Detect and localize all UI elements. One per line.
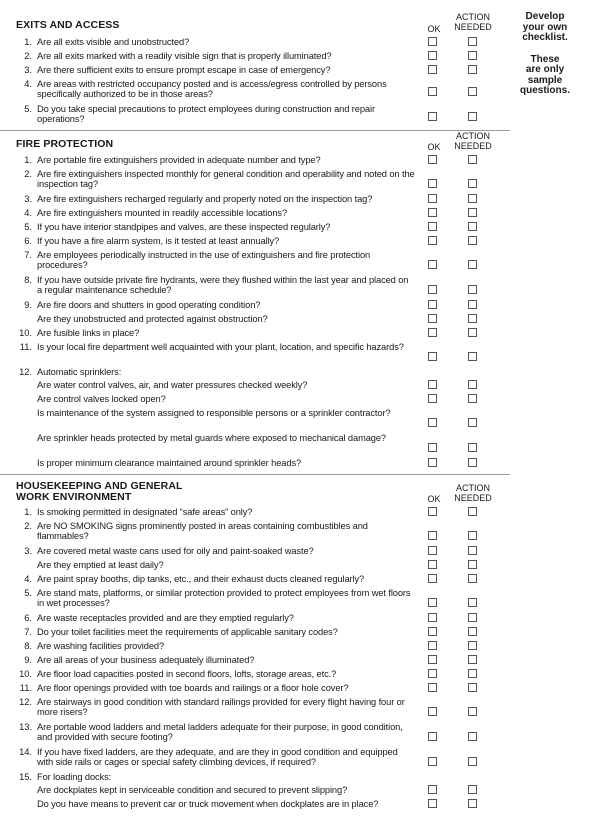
ok-checkbox[interactable]: [428, 208, 437, 217]
ok-checkbox[interactable]: [428, 546, 437, 555]
item-question: If you have fixed ladders, are they adequate, and are they in good condition and equipped with side rails or cages or special safety climbing devices, if required?: [37, 747, 398, 767]
ok-checkbox[interactable]: [428, 627, 437, 636]
action-needed-checkbox[interactable]: [468, 560, 477, 569]
ok-checkbox[interactable]: [428, 443, 437, 452]
action-needed-checkbox[interactable]: [468, 380, 477, 389]
note-line: sample: [527, 74, 563, 86]
item-question: Are control valves locked open?: [37, 394, 166, 404]
action-needed-checkbox[interactable]: [468, 394, 477, 403]
ok-checkbox[interactable]: [428, 194, 437, 203]
action-needed-checkbox[interactable]: [468, 260, 477, 269]
action-needed-checkbox[interactable]: [468, 222, 477, 231]
ok-checkbox[interactable]: [428, 418, 437, 427]
action-needed-checkbox[interactable]: [468, 65, 477, 74]
item-question: Are portable fire extinguishers provided in adequate number and type?: [37, 155, 321, 165]
section-divider: [0, 474, 510, 475]
item-question: Are there sufficient exits to ensure prompt escape in case of emergency?: [37, 65, 331, 75]
ok-checkbox[interactable]: [428, 785, 437, 794]
ok-column-header: OK: [427, 494, 441, 504]
item-question: Are floor openings provided with toe boards and railings or a floor hole cover?: [37, 683, 349, 693]
action-needed-checkbox[interactable]: [468, 51, 477, 60]
item-number: 8.: [24, 275, 32, 285]
item-question: Are fusible links in place?: [37, 328, 140, 338]
ok-checkbox[interactable]: [428, 799, 437, 808]
ok-checkbox[interactable]: [428, 669, 437, 678]
action-needed-checkbox[interactable]: [468, 236, 477, 245]
action-needed-checkbox[interactable]: [468, 757, 477, 766]
item-number: 11.: [19, 342, 32, 352]
ok-checkbox[interactable]: [428, 285, 437, 294]
ok-checkbox[interactable]: [428, 757, 437, 766]
ok-checkbox[interactable]: [428, 222, 437, 231]
item-number: 9.: [24, 300, 32, 310]
item-question: If you have a fire alarm system, is it tested at least annually?: [37, 236, 280, 246]
item-number: 5.: [24, 588, 32, 598]
ok-checkbox[interactable]: [428, 560, 437, 569]
action-needed-checkbox[interactable]: [468, 531, 477, 540]
item-number: 1.: [24, 37, 32, 47]
action-needed-checkbox[interactable]: [468, 641, 477, 650]
item-question: Is proper minimum clearance maintained around sprinkler heads?: [37, 458, 302, 468]
item-question: Do you take special precautions to protect employees during construction and repair operations?: [37, 104, 375, 124]
action-needed-checkbox[interactable]: [468, 574, 477, 583]
item-question: If you have outside private fire hydrants, were they flushed within the last year and placed on a regular maintenance schedule?: [37, 275, 409, 295]
item-question: Do your toilet facilities meet the requirements of applicable sanitary codes?: [37, 627, 338, 637]
action-needed-checkbox[interactable]: [468, 785, 477, 794]
item-question: Are portable wood ladders and metal ladders adequate for their purpose, in good condition, and provided with secure footing?: [37, 722, 403, 742]
ok-checkbox[interactable]: [428, 37, 437, 46]
item-question: Are all exits marked with a readily visible sign that is properly illuminated?: [37, 51, 332, 61]
item-number: 7.: [24, 627, 32, 637]
item-question: Are covered metal waste cans used for oily and paint-soaked waste?: [37, 546, 314, 556]
ok-checkbox[interactable]: [428, 155, 437, 164]
action-needed-checkbox[interactable]: [468, 799, 477, 808]
action-needed-checkbox[interactable]: [468, 546, 477, 555]
item-number: 3.: [24, 65, 32, 75]
action-needed-checkbox[interactable]: [468, 707, 477, 716]
action-column-header: ACTION NEEDED: [454, 12, 492, 32]
action-needed-checkbox[interactable]: [468, 443, 477, 452]
ok-checkbox[interactable]: [428, 300, 437, 309]
item-number: 10.: [19, 669, 32, 679]
item-number: 4.: [24, 79, 32, 89]
note-line: These: [530, 53, 560, 65]
action-needed-checkbox[interactable]: [468, 732, 477, 741]
item-question: Are dockplates kept in serviceable condition and secured to prevent slipping?: [37, 785, 348, 795]
item-question: Are washing facilities provided?: [37, 641, 165, 651]
ok-checkbox[interactable]: [428, 507, 437, 516]
item-question: Are paint spray booths, dip tanks, etc., and their exhaust ducts cleaned regularly?: [37, 574, 365, 584]
ok-checkbox[interactable]: [428, 328, 437, 337]
action-column-header: ACTION NEEDED: [454, 131, 492, 151]
section-divider: [0, 130, 510, 131]
side-note: [510, 12, 580, 97]
item-question: Are sprinkler heads protected by metal guards where exposed to mechanical damage?: [37, 433, 387, 443]
item-question: Are areas with restricted occupancy posted and is access/egress controlled by persons specifically authorized to be in those areas?: [37, 79, 387, 99]
item-question: Are waste receptacles provided and are they emptied regularly?: [37, 613, 294, 623]
item-number: 5.: [24, 222, 32, 232]
section-title: FIRE PROTECTION: [16, 138, 114, 150]
item-number: 2.: [24, 521, 32, 531]
action-needed-checkbox[interactable]: [468, 179, 477, 188]
section-title: HOUSEKEEPING AND GENERAL WORK ENVIRONMENT: [16, 480, 183, 503]
ok-checkbox[interactable]: [428, 531, 437, 540]
item-number: 3.: [24, 194, 32, 204]
item-number: 3.: [24, 546, 32, 556]
item-question: Are they emptied at least daily?: [37, 560, 164, 570]
item-question: Automatic sprinklers:: [37, 367, 122, 377]
action-needed-checkbox[interactable]: [468, 314, 477, 323]
item-question: Are stairways in good condition with standard railings provided for every flight having four or more risers?: [37, 697, 405, 717]
ok-checkbox[interactable]: [428, 707, 437, 716]
item-number: 2.: [24, 169, 32, 179]
action-needed-checkbox[interactable]: [468, 507, 477, 516]
item-question: Are employees periodically instructed in the use of extinguishers and fire protection procedures?: [37, 250, 371, 270]
ok-checkbox[interactable]: [428, 458, 437, 467]
item-number: 1.: [24, 155, 32, 165]
item-question: Is your local fire department well acquainted with your plant, location, and specific hazards?: [37, 342, 404, 352]
item-question: Are fire extinguishers recharged regularly and properly noted on the inspection tag?: [37, 194, 373, 204]
item-number: 4.: [24, 574, 32, 584]
item-number: 5.: [24, 104, 32, 114]
note-line: Develop: [525, 11, 565, 22]
item-question: For loading docks:: [37, 772, 112, 782]
item-question: Are all exits visible and unobstructed?: [37, 37, 190, 47]
action-needed-checkbox[interactable]: [468, 613, 477, 622]
ok-checkbox[interactable]: [428, 655, 437, 664]
action-needed-checkbox[interactable]: [468, 458, 477, 467]
action-column-header: ACTION NEEDED: [454, 483, 492, 503]
action-needed-checkbox[interactable]: [468, 669, 477, 678]
ok-checkbox[interactable]: [428, 613, 437, 622]
action-needed-checkbox[interactable]: [468, 155, 477, 164]
note-line: questions.: [519, 85, 570, 96]
action-needed-checkbox[interactable]: [468, 300, 477, 309]
item-question: Are fire extinguishers inspected monthly for general condition and operability and noted on the inspection tag?: [37, 169, 415, 189]
item-question: Do you have means to prevent car or truck movement when dockplates are in place?: [37, 799, 379, 809]
item-number: 9.: [24, 655, 32, 665]
item-question: Are NO SMOKING signs prominently posted in areas containing combustibles and flammables?: [37, 521, 368, 541]
item-number: 12.: [19, 697, 32, 707]
ok-checkbox[interactable]: [428, 179, 437, 188]
ok-checkbox[interactable]: [428, 732, 437, 741]
ok-checkbox[interactable]: [428, 112, 437, 121]
note-line: checklist.: [522, 32, 568, 43]
item-number: 6.: [24, 613, 32, 623]
action-needed-checkbox[interactable]: [468, 194, 477, 203]
item-number: 11.: [19, 683, 32, 693]
action-needed-checkbox[interactable]: [468, 627, 477, 636]
item-number: 14.: [19, 747, 32, 757]
ok-checkbox[interactable]: [428, 352, 437, 361]
ok-checkbox[interactable]: [428, 641, 437, 650]
action-needed-checkbox[interactable]: [468, 285, 477, 294]
ok-checkbox[interactable]: [428, 314, 437, 323]
ok-checkbox[interactable]: [428, 683, 437, 692]
ok-checkbox[interactable]: [428, 260, 437, 269]
note-line: are only: [525, 64, 565, 75]
ok-checkbox[interactable]: [428, 87, 437, 96]
action-needed-checkbox[interactable]: [468, 683, 477, 692]
item-number: 12.: [19, 367, 32, 377]
item-number: 13.: [19, 722, 32, 732]
note-line: your own: [522, 21, 568, 33]
item-question: Are stand mats, platforms, or similar protection provided to protect employees from wet floors in wet processes?: [37, 588, 411, 608]
item-number: 10.: [19, 328, 32, 338]
item-question: Is smoking permitted in designated “safe areas” only?: [37, 507, 253, 517]
item-question: Are all areas of your business adequately illuminated?: [37, 655, 255, 665]
ok-column-header: OK: [427, 24, 441, 34]
item-question: Are they unobstructed and protected against obstruction?: [37, 314, 268, 324]
action-needed-checkbox[interactable]: [468, 112, 477, 121]
item-number: 15.: [19, 772, 32, 782]
action-needed-checkbox[interactable]: [468, 352, 477, 361]
ok-checkbox[interactable]: [428, 574, 437, 583]
item-question: Are water control valves, air, and water pressures checked weekly?: [37, 380, 308, 390]
action-needed-checkbox[interactable]: [468, 37, 477, 46]
item-number: 1.: [24, 507, 32, 517]
action-needed-checkbox[interactable]: [468, 87, 477, 96]
item-number: 4.: [24, 208, 32, 218]
ok-checkbox[interactable]: [428, 598, 437, 607]
item-question: Is maintenance of the system assigned to responsible persons or a sprinkler contractor?: [37, 408, 391, 418]
action-needed-checkbox[interactable]: [468, 208, 477, 217]
item-question: Are fire extinguishers mounted in readily accessible locations?: [37, 208, 288, 218]
ok-checkbox[interactable]: [428, 236, 437, 245]
item-number: 7.: [24, 250, 32, 260]
item-number: 8.: [24, 641, 32, 651]
ok-checkbox[interactable]: [428, 51, 437, 60]
action-needed-checkbox[interactable]: [468, 655, 477, 664]
section-title: EXITS AND ACCESS: [16, 19, 120, 31]
action-needed-checkbox[interactable]: [468, 328, 477, 337]
item-question: Are floor load capacities posted in second floors, lofts, storage areas, etc.?: [37, 669, 337, 679]
item-question: Are fire doors and shutters in good operating condition?: [37, 300, 261, 310]
action-needed-checkbox[interactable]: [468, 418, 477, 427]
ok-checkbox[interactable]: [428, 65, 437, 74]
action-needed-checkbox[interactable]: [468, 598, 477, 607]
item-number: 6.: [24, 236, 32, 246]
item-number: 2.: [24, 51, 32, 61]
ok-checkbox[interactable]: [428, 394, 437, 403]
ok-checkbox[interactable]: [428, 380, 437, 389]
ok-column-header: OK: [427, 142, 441, 152]
item-question: If you have interior standpipes and valves, are these inspected regularly?: [37, 222, 331, 232]
